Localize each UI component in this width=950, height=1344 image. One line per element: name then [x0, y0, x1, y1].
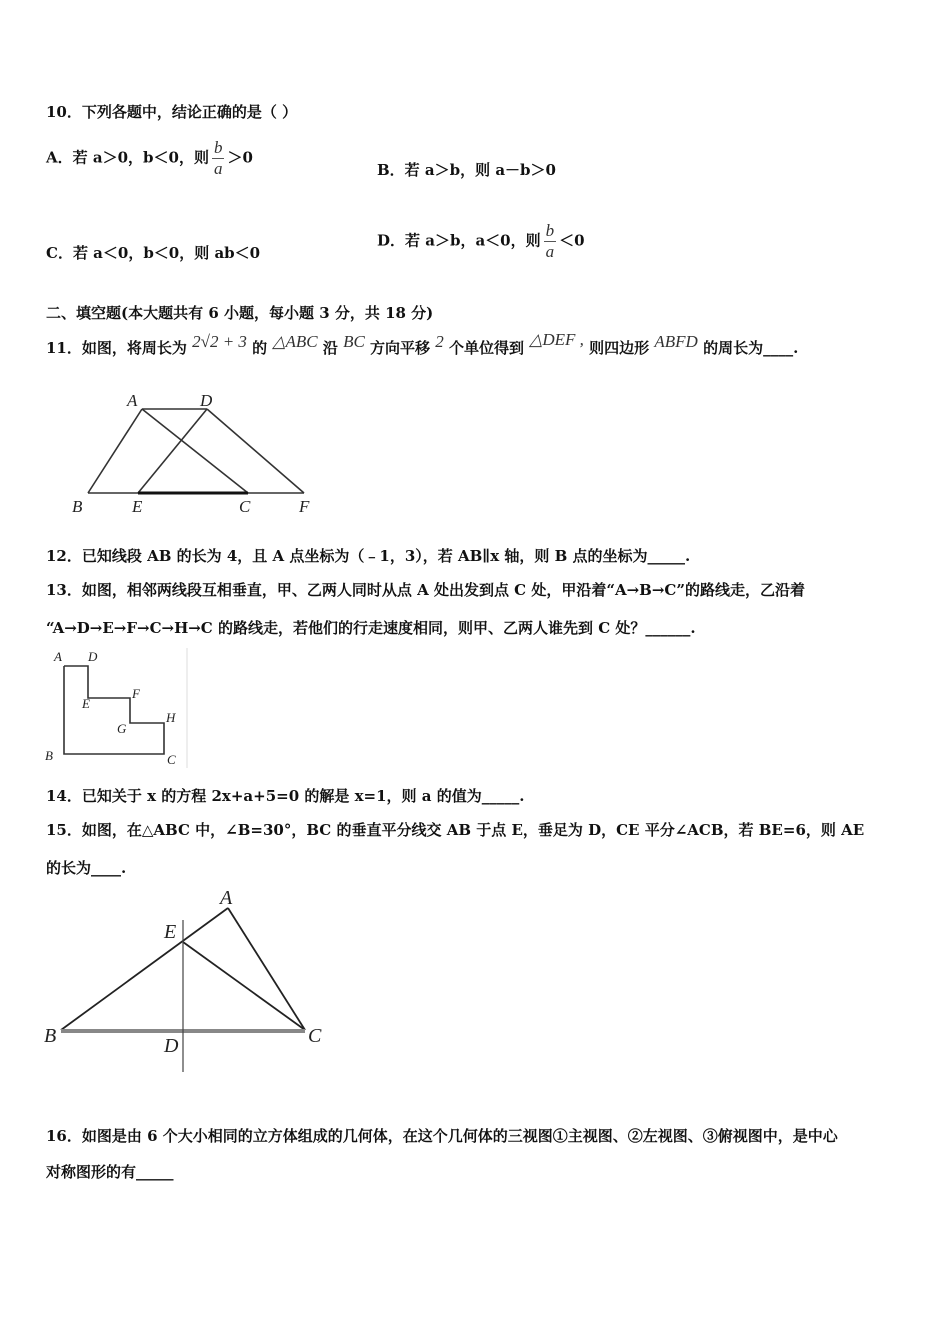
- q11-math-bc: BC: [343, 332, 365, 351]
- q15-seg-ec: [183, 942, 305, 1030]
- q10-d-suffix: ＜0: [559, 231, 585, 250]
- q14-text: 14．已知关于 x 的方程 2x+a+5=0 的解是 x=1，则 a 的值为_____.: [46, 787, 525, 805]
- q15-label-d: D: [164, 1035, 179, 1057]
- q10-option-c: C．若 a＜0，b＜0，则 ab＜0: [46, 244, 261, 262]
- q13-line2: “A→D→E→F→C→H→C 的路线走，若他们的行走速度相同，则甲、乙两人谁先到 C 处？______.: [46, 619, 696, 637]
- q11-part3: 沿: [322, 339, 338, 357]
- q15-line1: 15．如图，在△ABC 中，∠B=30°，BC 的垂直平分线交 AB 于点 E，垂足为 D，CE 平分∠ACB，若 BE=6，则 AE: [46, 821, 865, 839]
- q11-seg-de: [138, 409, 207, 493]
- q11-math-perimeter: 2√2 + 3: [192, 332, 247, 351]
- q15-label-e: E: [164, 921, 177, 943]
- q11-math-abfd: ABFD: [654, 332, 698, 351]
- q16-line1: 16．如图是由 6 个大小相同的立方体组成的几何体，在这个几何体的三视图①主视图、②左视图、③俯视图中，是中心: [46, 1127, 838, 1145]
- q13-label-f: F: [132, 686, 140, 701]
- q11-label-c: C: [239, 497, 251, 516]
- q10-option-d: [377, 221, 585, 262]
- q13-label-h: H: [166, 710, 176, 725]
- q15-seg-ba: [61, 908, 228, 1030]
- q11-part2: 的: [252, 339, 268, 357]
- q15-line2: 的长为____.: [46, 859, 127, 877]
- q11-seg-df: [207, 409, 304, 493]
- q10-stem: 10．下列各题中，结论正确的是（ ）: [46, 103, 298, 121]
- q13-line1: 13．如图，相邻两线段互相垂直，甲、乙两人同时从点 A 处出发到点 C 处，甲沿着“A→B→C”的路线走，乙沿着: [46, 581, 805, 599]
- q13-label-a: A: [54, 649, 62, 664]
- q10-a-fraction: [212, 138, 225, 179]
- q10-option-a: [46, 138, 253, 179]
- q10-option-b: B．若 a＞b，则 a－b＞0: [377, 161, 556, 179]
- q11-seg-ab: [88, 409, 142, 493]
- q12-text: 12．已知线段 AB 的长为 4，且 A 点坐标为（﹣1，3），若 AB∥x 轴，则 B 点的坐标为_____.: [46, 547, 691, 565]
- q11-part1: 11．如图，将周长为: [46, 339, 187, 357]
- q11-part5: 个单位得到: [449, 339, 525, 357]
- q10-d-prefix: D．若 a＞b，a＜0，则: [377, 231, 541, 250]
- q13-figure: [42, 646, 192, 772]
- q10-a-prefix: A．若 a＞0，b＜0，则: [46, 148, 209, 167]
- q13-label-e: E: [82, 696, 90, 711]
- q10-d-fraction: [544, 221, 557, 262]
- q11-label-f: F: [299, 497, 310, 516]
- q10-a-numerator: b: [213, 138, 223, 157]
- q11-seg-ac: [142, 409, 248, 493]
- q16-line2: 对称图形的有_____: [46, 1163, 174, 1181]
- q11-text: [46, 330, 799, 358]
- q11-figure: [60, 388, 330, 523]
- q11-label-a: A: [127, 391, 138, 410]
- q11-label-e: E: [132, 497, 143, 516]
- q15-label-c: C: [308, 1025, 322, 1047]
- q11-label-b: B: [72, 497, 83, 516]
- q15-label-a: A: [220, 887, 233, 909]
- q11-math-distance: 2: [435, 332, 444, 351]
- q10-a-suffix: ＞0: [227, 148, 253, 167]
- q11-part4: 方向平移: [370, 339, 431, 357]
- q13-label-b: B: [45, 748, 53, 763]
- q11-part6: 则四边形: [589, 339, 650, 357]
- q13-label-d: D: [88, 649, 98, 664]
- q10-a-denominator: a: [213, 159, 223, 178]
- q10-d-denominator: a: [545, 242, 555, 261]
- q13-label-g: G: [117, 721, 127, 736]
- q10-d-numerator: b: [545, 221, 555, 240]
- q11-math-triangle: △ABC: [272, 332, 318, 351]
- q11-label-d: D: [200, 391, 213, 410]
- q11-part7: 的周长为____.: [703, 339, 799, 357]
- q15-seg-ac: [228, 908, 305, 1030]
- q13-path: [64, 666, 164, 754]
- q15-label-b: B: [44, 1025, 57, 1047]
- section-heading: 二、填空题(本大题共有 6 小题，每小题 3 分，共 18 分): [46, 304, 434, 322]
- q13-label-c: C: [167, 752, 176, 767]
- q15-figure: [40, 880, 340, 1075]
- q11-math-def: △DEF ,: [529, 330, 584, 349]
